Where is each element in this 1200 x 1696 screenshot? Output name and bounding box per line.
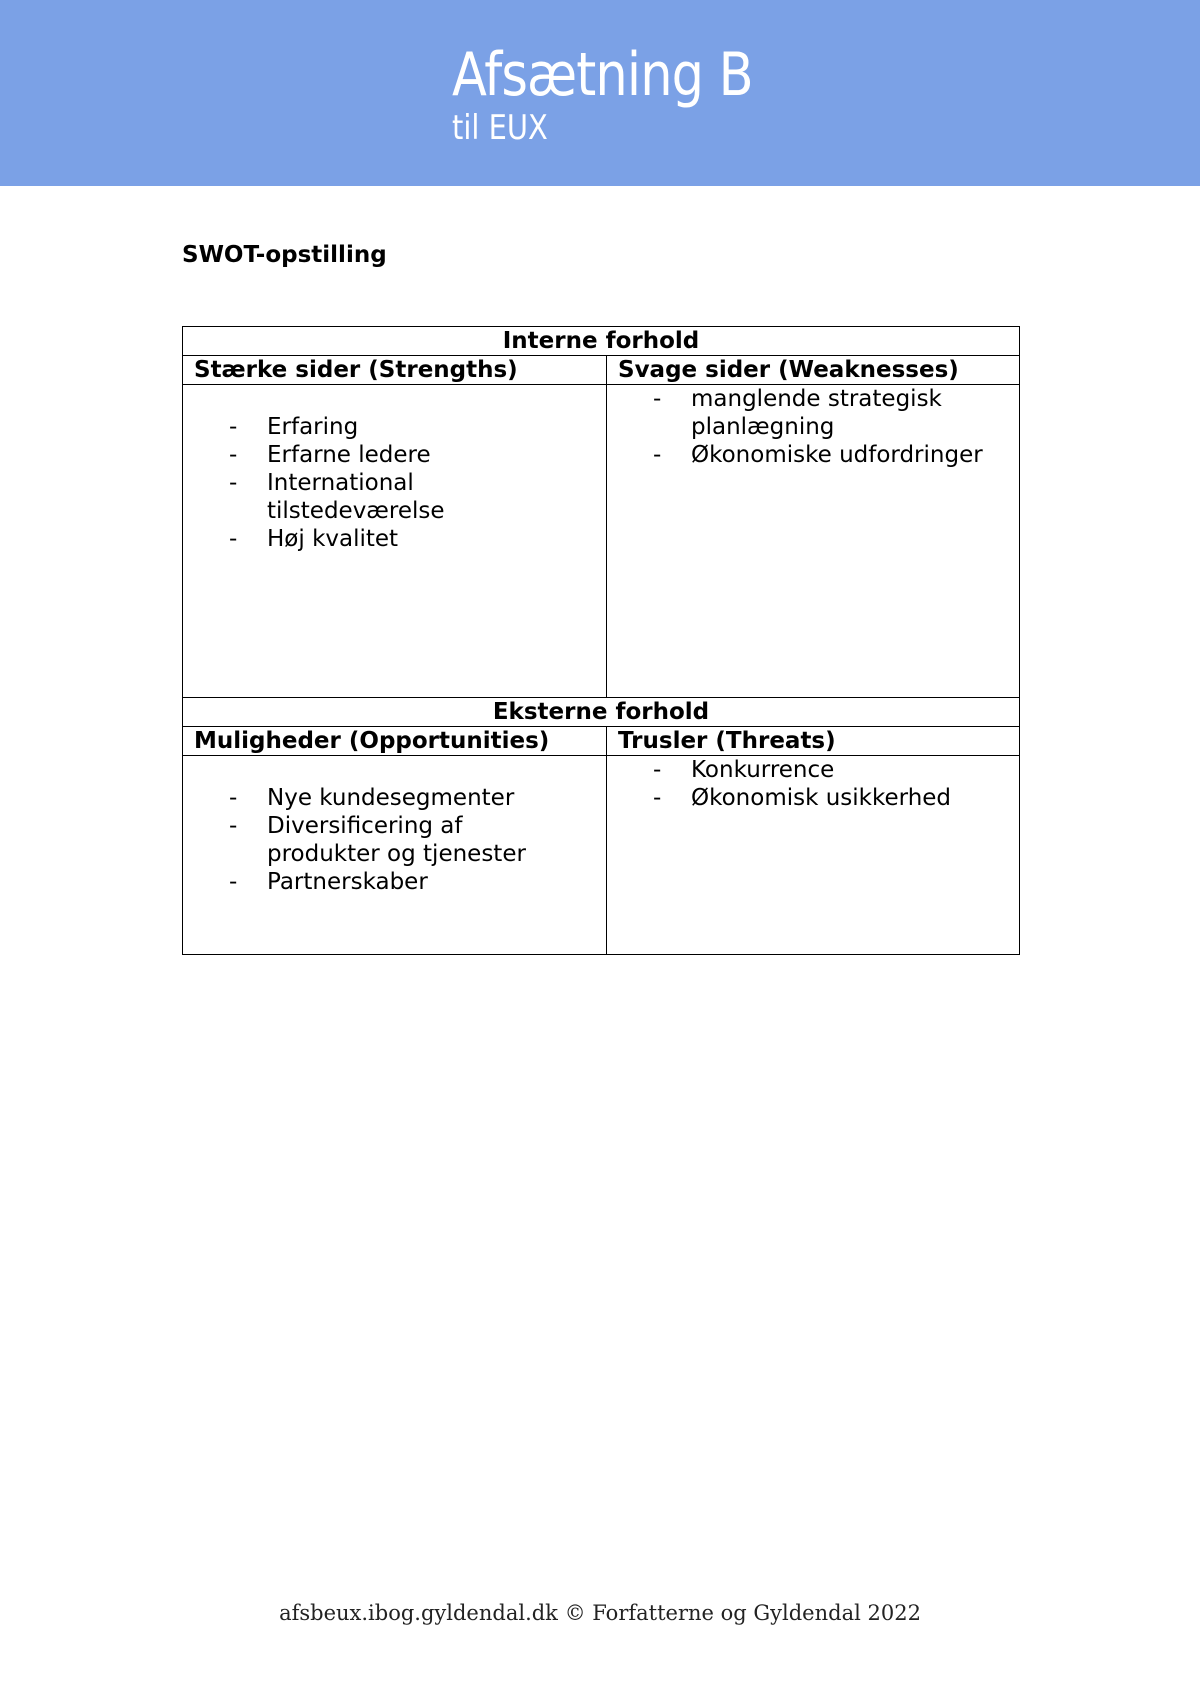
threats-header: Trusler (Threats) <box>607 727 1020 756</box>
bullet-dash: - <box>229 414 238 440</box>
threats-cell <box>607 756 1020 955</box>
opportunities-list <box>183 756 606 896</box>
weaknesses-list <box>607 385 1019 469</box>
list-item <box>607 784 1019 812</box>
bullet-dash: - <box>653 386 662 412</box>
brand-title: Afsætning B <box>452 40 753 110</box>
list-item-text: manglende strategisk planlægning <box>691 386 942 440</box>
weaknesses-header: Svage sider (Weaknesses) <box>607 356 1020 385</box>
list-item-text: Diversificering af produkter og tjenester <box>267 813 526 867</box>
list-item-text: Partnerskaber <box>267 869 428 895</box>
bullet-dash: - <box>653 442 662 468</box>
strengths-list <box>183 385 606 553</box>
list-item-text: Nye kundesegmenter <box>267 785 515 811</box>
list-item <box>183 812 557 868</box>
bullet-dash: - <box>229 526 238 552</box>
list-item-text: Konkurrence <box>691 757 835 783</box>
internal-section-title: Interne forhold <box>183 327 1020 356</box>
opportunities-header: Muligheder (Opportunities) <box>183 727 607 756</box>
page-title: SWOT-opstilling <box>182 242 387 268</box>
bullet-dash: - <box>653 785 662 811</box>
bullet-dash: - <box>653 757 662 783</box>
list-item-text: Økonomiske udfordringer <box>691 442 983 468</box>
list-item <box>183 413 606 441</box>
list-item-text: Økonomisk usikkerhed <box>691 785 952 811</box>
threats-list <box>607 756 1019 812</box>
opportunities-cell <box>183 756 607 955</box>
list-item <box>607 441 1019 469</box>
list-item-text: Høj kvalitet <box>267 526 399 552</box>
strengths-header: Stærke sider (Strengths) <box>183 356 607 385</box>
list-item <box>607 756 1019 784</box>
list-item <box>183 469 457 525</box>
weaknesses-cell <box>607 385 1020 698</box>
external-section-title: Eksterne forhold <box>183 698 1020 727</box>
bullet-dash: - <box>229 813 238 839</box>
list-item <box>607 385 961 441</box>
list-item <box>183 525 606 553</box>
list-item <box>183 868 606 896</box>
list-item <box>183 784 606 812</box>
list-item-text: Erfarne ledere <box>267 442 431 468</box>
list-item-text: Erfaring <box>267 414 359 440</box>
footer-copyright: afsbeux.ibog.gyldendal.dk © Forfatterne og Gyldendal 2022 <box>279 1601 921 1625</box>
bullet-dash: - <box>229 869 238 895</box>
bullet-dash: - <box>229 785 238 811</box>
list-item <box>183 441 606 469</box>
list-item-text: International tilstedeværelse <box>267 470 445 524</box>
brand-subtitle: til EUX <box>452 108 548 148</box>
bullet-dash: - <box>229 470 238 496</box>
header-banner <box>0 0 1200 186</box>
bullet-dash: - <box>229 442 238 468</box>
strengths-cell <box>183 385 607 698</box>
swot-table <box>182 326 1020 955</box>
